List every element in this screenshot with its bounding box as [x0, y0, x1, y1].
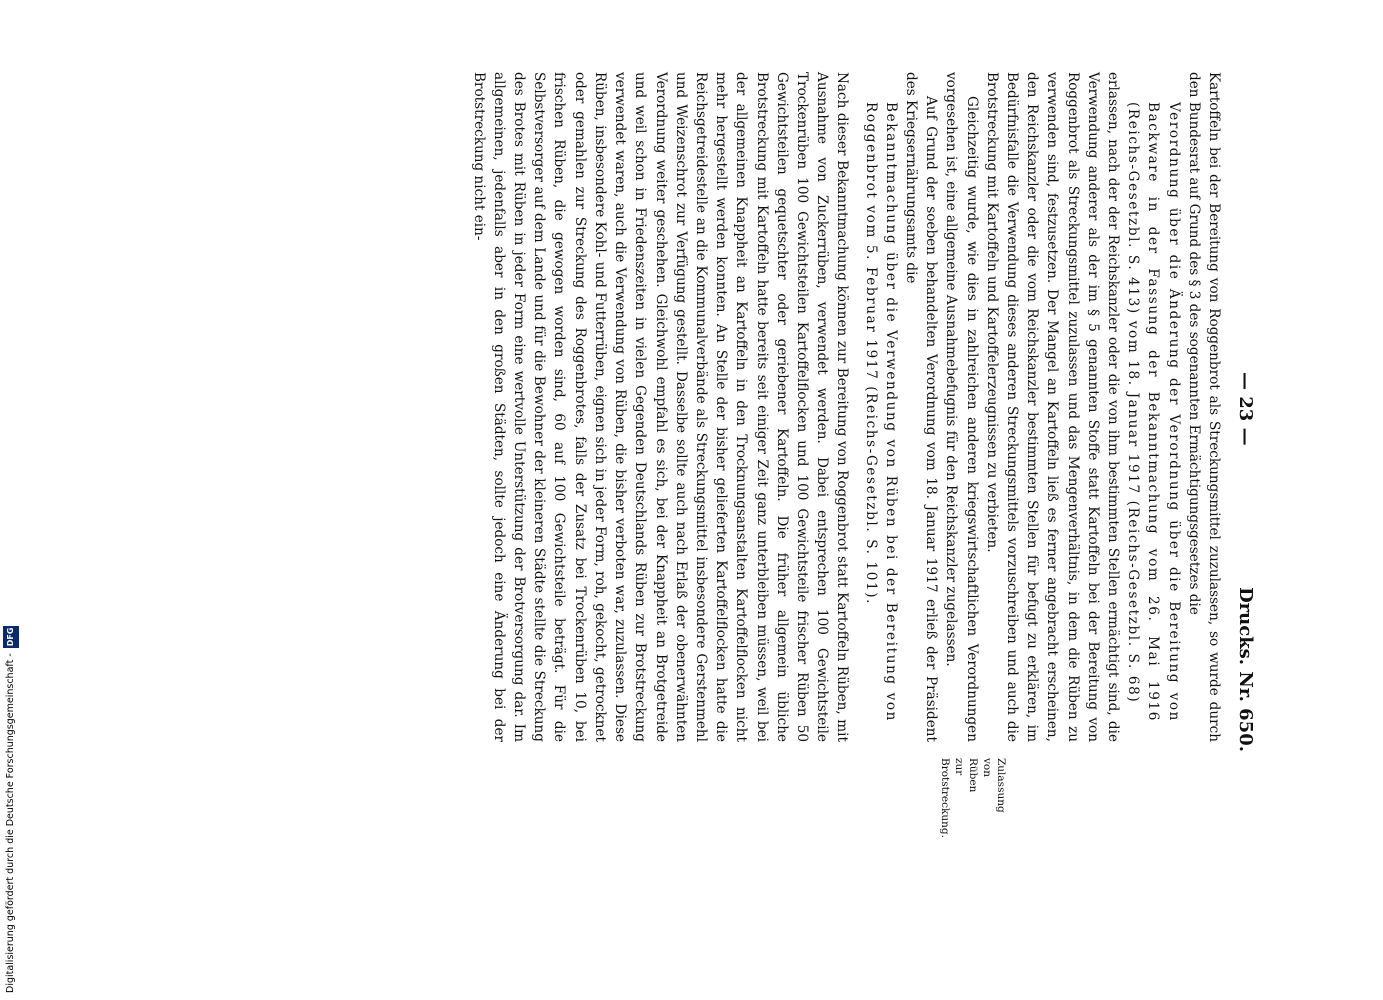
dfg-logo: DFG	[3, 626, 19, 649]
spacer	[852, 72, 860, 742]
digitization-credit	[3, 593, 19, 993]
page-header	[1228, 72, 1258, 752]
paragraph-3: Gleichzeitig wurde, wie dies in zahlreichen anderen kriegswirtschaftlichen Verordnungen vorgesehen ist, eine allgemeine Ausnahmebefugnis für den Reichskanzler zugelassen.	[943, 72, 980, 742]
page-number-value: 23	[1235, 396, 1256, 422]
paragraph-1: Kartoffeln bei der Bereitung von Roggenbrot als Streckungsmittel zuzulassen, so wurde durch den Bundesrat auf Grund des § 3 des sogenannten Ermächtigungsgesetzes die	[1185, 72, 1222, 742]
quoted-title-1: Verordnung über die Änderung der Verordnung über die Bereitung von Backware in der Fassung der Bekanntmachung vom 26. Mai 1916 (Reichs-Gesetzbl. S. 413) vom 18. Januar 1917 (Reichs-Gesetzbl. S. 68)	[1125, 102, 1182, 722]
rotated-document-page	[108, 72, 1258, 838]
document-body	[468, 72, 1224, 742]
quoted-title-2: Bekanntmachung über die Verwendung von Rüben bei der Bereitung von Roggenbrot vom 5. Februar 1917 (Reichs-Gesetzbl. S. 101).	[862, 102, 899, 722]
margin-note: Zulassung von Rüben zur Brotstreckung.	[939, 758, 1007, 838]
page-number	[1235, 372, 1256, 446]
paragraph-2: erlassen, nach der der Reichskanzler oder die von ihm bestimmten Stellen ermächtigt sind, die Verwendung anderer als der im § 5 genannten Stoffe statt Kartoffeln bei der Bereitung von Roggenbrot als Streckungsmittel zuzulassen und das Mengenverhältnis, in dem die Rüben zu verwenden sind, festzusetzen. Der Mangel an Kartoffeln ließ es ferner angebracht erscheinen, den Reichskanzler oder die vom Reichskanzler bestimmten Stellen für befugt zu erklären, im Bedürfnisfalle die Verwendung dieses anderen Streckungsmittels vorzuschreiben und auch die Brotstreckung mit Kartoffeln und Kartoffelerzeugnissen zu verbieten.	[983, 72, 1121, 742]
paragraph-4: Auf Grund der soeben behandelten Verordnung vom 18. Januar 1917 erließ der Präsident des Kriegsernährungsamts die	[902, 72, 940, 742]
credit-text: Digitalisierung gefördert durch die Deutsche Forschungsgemeinschaft -	[5, 653, 16, 993]
header-dash-right: —	[1235, 427, 1256, 446]
paragraph-5: Nach dieser Bekanntmachung können zur Bereitung von Roggenbrot statt Kartoffeln Rüben, mit Ausnahme von Zuckerrüben, verwendet werden. Dabei entsprechen 100 Gewichtsteile Trockenrüben 100 Gewichtsteilen Kartoffelflocken und 100 Gewichtsteile frischer Rüben 50 Gewichtsteilen gequetschter oder geriebener Kartoffeln. Die früher allgemein übliche Brotstreckung mit Kartoffeln hatte bereits seit einiger Zeit ganz unterbleiben müssen, weil bei der allgemeinen Knappheit an Kartoffeln in den Trocknungsanstalten Kartoffelflocken nicht mehr hergestellt werden konnten. An Stelle der bisher gelieferten Kartoffelflocken hatte die Reichsgetreidestelle an die Kommunalverbände als Streckungsmittel insbesondere Gerstenmehl und Weizenschrot zur Verfügung gestellt. Dasselbe sollte auch nach Erlaß der obenerwähnten Verordnung weiter geschehen. Gleichwohl empfahl es sich, bei der Knappheit an Brotgetreide und weil schon in Friedenszeiten in vielen Gegenden Deutschlands Rüben zur Brotstreckung verwendet waren, auch die Verwendung von Rüben, die bisher verboten war, zuzulassen. Diese Rüben, insbesondere Kohl- und Futterrüben, eignen sich in jeder Form, roh, gekocht, getrocknet oder gemahlen zur Streckung des Roggenbrotes, falls der Zusatz bei Trockenrüben 10, bei frischen Rüben, die gewogen worden sind, 60 auf 100 Gewichtsteile beträgt. Für die Selbstversorger auf dem Lande und für die Bewohner der kleineren Städte stellte die Streckung des Brotes mit Rüben in jeder Form eine wertvolle Unterstützung der Brotversorgung dar. Im allgemeinen, jedenfalls aber in den großen Städten, sollte jedoch eine Änderung bei der Brotstreckung nicht ein-	[470, 72, 851, 742]
header-dash-left: —	[1235, 372, 1256, 390]
print-reference: Drucks. Nr. 650.	[1235, 587, 1256, 752]
